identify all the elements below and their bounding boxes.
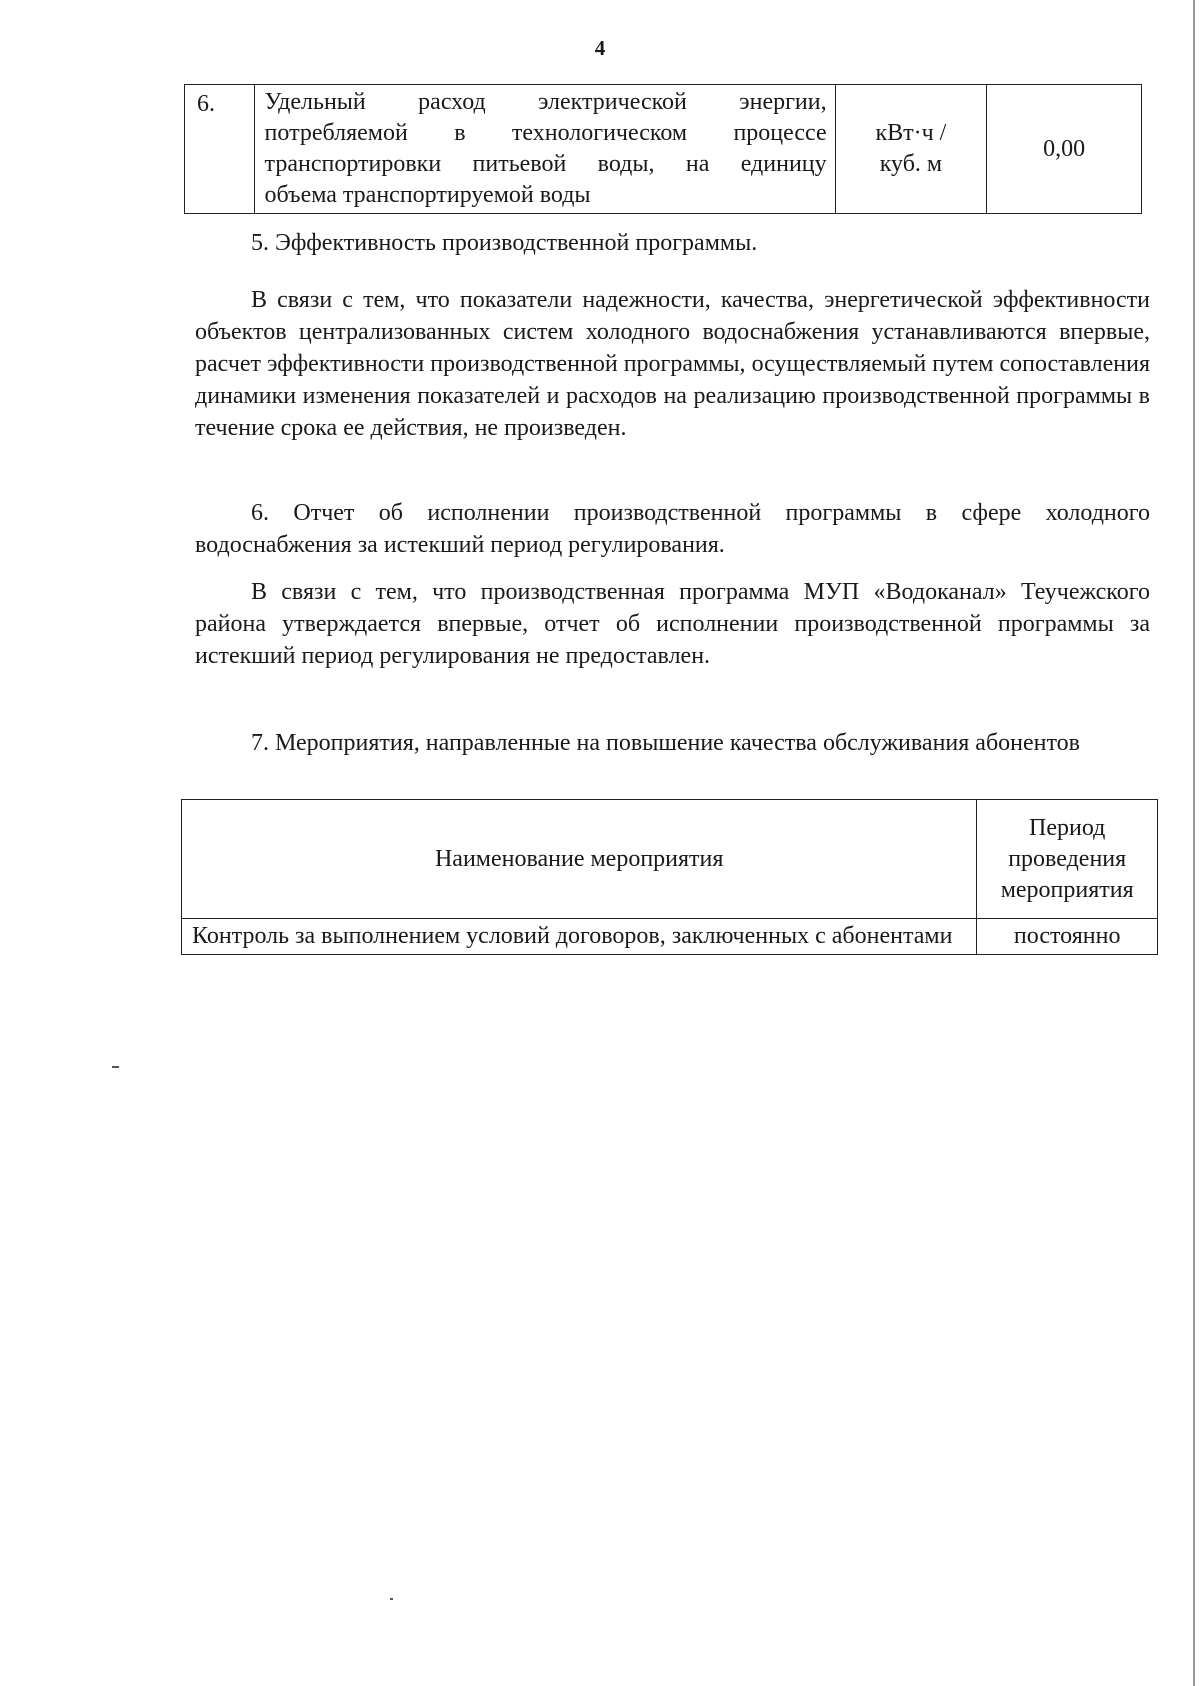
indicator-table: [184, 84, 1142, 214]
section6-paragraph: [195, 576, 1150, 672]
table-header-row: [182, 800, 1158, 919]
section7-heading-text: 7. Мероприятия, направленные на повышение качества обслуживания абонентов: [251, 730, 1080, 756]
section5-heading-text: 5. Эффективность производственной программы.: [251, 230, 758, 256]
section6-paragraph-text: В связи с тем, что производственная программа МУП «Водоканал» Теучежского района утверждается впервые, отчет об исполнении производственной программы за истекший период регулирования не предоставлен.: [195, 579, 1150, 669]
measure-period: постоянно: [977, 919, 1158, 955]
indicator-unit: [835, 85, 987, 214]
unit-line: кВт·ч /: [875, 120, 947, 146]
measures-table: [181, 799, 1158, 955]
indicator-name-line: потребляемой в технологическом процессе: [264, 120, 827, 146]
table-row: [185, 85, 1142, 214]
indicator-name-line: Удельный расход электрической энергии,: [264, 89, 827, 115]
section5-heading: [195, 227, 1150, 259]
scan-mark: [112, 1066, 119, 1068]
indicator-value: 0,00: [987, 85, 1142, 214]
header-period: Период проведения мероприятия: [977, 800, 1158, 919]
section6-heading: [195, 497, 1150, 561]
measure-name: Контроль за выполнением условий договоров, заключенных с абонентами: [182, 919, 977, 955]
section5-paragraph: [195, 284, 1150, 444]
page-number: 4: [594, 36, 606, 60]
indicator-name-line: транспортировки питьевой воды, на единицу: [264, 151, 827, 177]
indicator-name-line: объема транспортируемой воды: [264, 182, 591, 208]
section5-paragraph-text: В связи с тем, что показатели надежности, качества, энергетической эффективности объектов централизованных систем холодного водоснабжения устанавливаются впервые, расчет эффективности производственной программы, осуществляемый путем сопоставления динамики изменения показателей и расходов на реализацию производственной программы в течение срока ее действия, не произведен.: [195, 287, 1150, 441]
header-measure-name: Наименование мероприятия: [182, 800, 977, 919]
section6-heading-text: 6. Отчет об исполнении производственной программы в сфере холодного водоснабжения за истекший период регулирования.: [195, 500, 1150, 558]
row-number: 6.: [185, 85, 255, 214]
scan-mark: [390, 1598, 393, 1600]
table-row: [182, 919, 1158, 955]
section7-heading: [195, 727, 1150, 759]
scan-edge-line: [1193, 0, 1195, 1686]
unit-line: куб. м: [879, 151, 943, 177]
indicator-name: [254, 85, 835, 214]
